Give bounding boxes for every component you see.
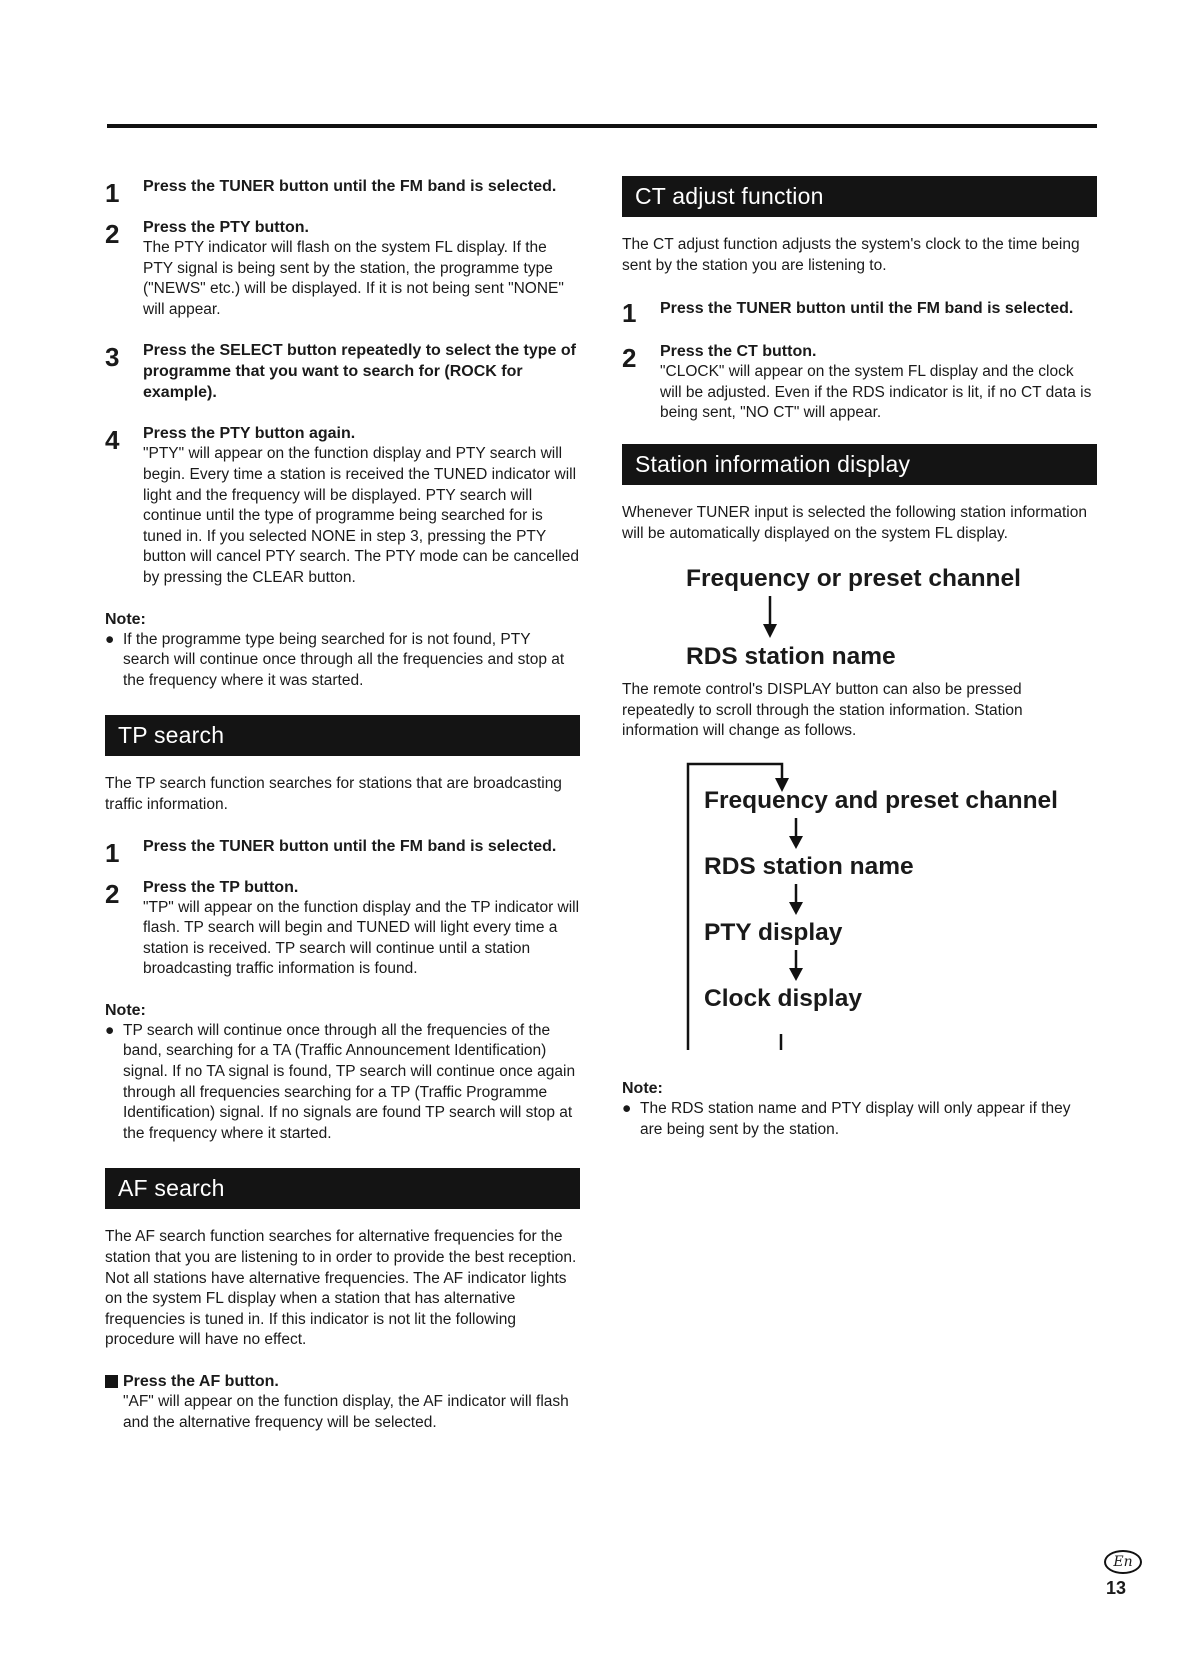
note-label: Note:: [622, 1079, 663, 1097]
flow-item-rds-name: RDS station name: [686, 643, 896, 671]
down-arrow-icon: [782, 882, 810, 918]
ct-step-1: [622, 296, 1097, 329]
top-rule: [107, 124, 1097, 128]
step-title: Press the TUNER button until the FM band is selected.: [660, 300, 1074, 318]
down-arrow-icon: [782, 816, 810, 852]
ct-adjust-heading: [622, 176, 1097, 217]
step-number: 2: [622, 343, 637, 374]
step-body: "TP" will appear on the function display and the TP indicator will flash. TP search will begin and TUNED will light every time a station is received. TP search will continue until a station broadcasting traffic information is found.: [143, 898, 580, 978]
cycle-item-rds-name: RDS station name: [704, 852, 914, 880]
auto-display-flow: [686, 564, 1097, 672]
page-number: 13: [1106, 1578, 1127, 1598]
step-title: Press the PTY button.: [143, 219, 309, 236]
step-number: 3: [105, 342, 120, 373]
cycle-items: [704, 786, 1058, 1014]
step-title: Press the PTY button again.: [143, 425, 356, 443]
note-text: The RDS station name and PTY display will only appear if they are being sent by the station.: [640, 1099, 1071, 1138]
step-number: 4: [105, 425, 120, 456]
bullet-icon: ●: [622, 1099, 632, 1117]
step-number: 2: [105, 878, 120, 909]
cycle-item-clock: Clock display: [704, 984, 862, 1012]
step-title: Press the CT button.: [660, 343, 817, 361]
flow-item-frequency: Frequency or preset channel: [686, 565, 1021, 593]
ct-intro: The CT adjust function adjusts the system's clock to the time being sent by the station you are listening to.: [622, 236, 1080, 274]
pty-step-4: [105, 423, 580, 588]
down-arrow-icon: [782, 948, 810, 984]
step-body: "CLOCK" will appear on the system FL display and the clock will be adjusted. Even if the RDS indicator is lit, if no CT data is being sent, "NO CT" will appear.: [660, 363, 1092, 422]
pty-step-2: [105, 217, 580, 320]
tp-step-1: [105, 836, 580, 868]
cycle-item-frequency: Frequency and preset channel: [704, 786, 1058, 814]
step-number: 1: [622, 298, 637, 329]
step-title: Press the TUNER button until the FM band is selected.: [143, 837, 557, 855]
note-item: [622, 1099, 1097, 1140]
step-body: The PTY indicator will flash on the system FL display. If the PTY signal is being sent by the station, the programme type ("NEWS" etc.) will be displayed. If it is not being sent "NONE" will appear.: [143, 239, 564, 318]
bullet-icon: ●: [105, 1021, 115, 1039]
note-label: Note:: [105, 610, 146, 628]
language-badge: En: [1104, 1550, 1142, 1574]
af-step: [105, 1371, 580, 1433]
down-arrow-icon: [756, 594, 784, 642]
square-bullet-icon: [105, 1375, 118, 1388]
af-search-heading: [105, 1168, 580, 1209]
left-column: [105, 176, 580, 1433]
note-text: If the programme type being searched for is not found, PTY search will continue once through all the frequencies and stop at the frequency where it was started.: [123, 630, 565, 689]
heading-text: TP search: [118, 722, 225, 749]
tp-step-2: [105, 877, 580, 980]
note-text: TP search will continue once through all the frequencies of the band, searching for a TA (Traffic Announcement Identification) signal. If no TA signal is found, TP search will continue once again through all frequencies searching for a TP (Traffic Programme Identification) signal. If no signals are found TP search will stop at the frequency where it started.: [123, 1021, 576, 1142]
pty-step-3: [105, 340, 580, 403]
step-body: "AF" will appear on the function display, the AF indicator will flash and the alternative frequency will be selected.: [123, 1393, 569, 1431]
step-body: "PTY" will appear on the function display and PTY search will begin. Every time a station is received the TUNED indicator will light and the frequency will be displayed. PTY search will continue until the type of programme being searched for is tuned in. If you selected NONE in step 3, pressing the PTY button will cancel PTY search. The PTY mode can be cancelled by pressing the CLEAR button.: [143, 445, 579, 586]
step-title: Press the AF button.: [123, 1373, 279, 1390]
af-intro: The AF search function searches for alternative frequencies for the station that you are listening to in order to provide the best reception. Not all stations have alternative frequencies. The AF indicator lights on the system FL display when a station that has alternative frequencies is tuned in. If this indicator is not lit the following procedure will have no effect.: [105, 1228, 577, 1349]
step-title: Press the SELECT button repeatedly to select the type of programme that you want to search for (ROCK for example).: [143, 342, 576, 402]
right-column: [622, 176, 1097, 1140]
note-item: [105, 630, 580, 692]
ct-step-2: [622, 341, 1097, 424]
heading-text: AF search: [118, 1175, 225, 1202]
heading-text: CT adjust function: [635, 183, 824, 209]
station-info-intro: Whenever TUNER input is selected the following station information will be automatically displayed on the system FL display.: [622, 503, 1087, 542]
step-number: 1: [105, 837, 120, 868]
note-label: Note:: [105, 1001, 146, 1019]
step-title: Press the TP button.: [143, 878, 299, 896]
tp-search-heading: [105, 715, 580, 756]
display-cycle-diagram: [686, 762, 1106, 1050]
cycle-item-pty: PTY display: [704, 918, 843, 946]
station-info-note: [622, 1078, 1097, 1140]
bullet-icon: ●: [105, 630, 115, 648]
step-number: 1: [105, 178, 120, 208]
pty-step-1: [105, 176, 580, 208]
pty-note: [105, 609, 580, 692]
tp-intro: The TP search function searches for stations that are broadcasting traffic information.: [105, 775, 562, 813]
step-number: 2: [105, 219, 120, 249]
remote-display-text: The remote control's DISPLAY button can also be pressed repeatedly to scroll through the station information. Station information will change as follows.: [622, 681, 1023, 740]
heading-text: Station information display: [635, 450, 911, 477]
step-title: Press the TUNER button until the FM band is selected.: [143, 178, 557, 195]
station-info-heading: [622, 444, 1097, 485]
note-item: [105, 1021, 580, 1145]
tp-note: [105, 1000, 580, 1145]
